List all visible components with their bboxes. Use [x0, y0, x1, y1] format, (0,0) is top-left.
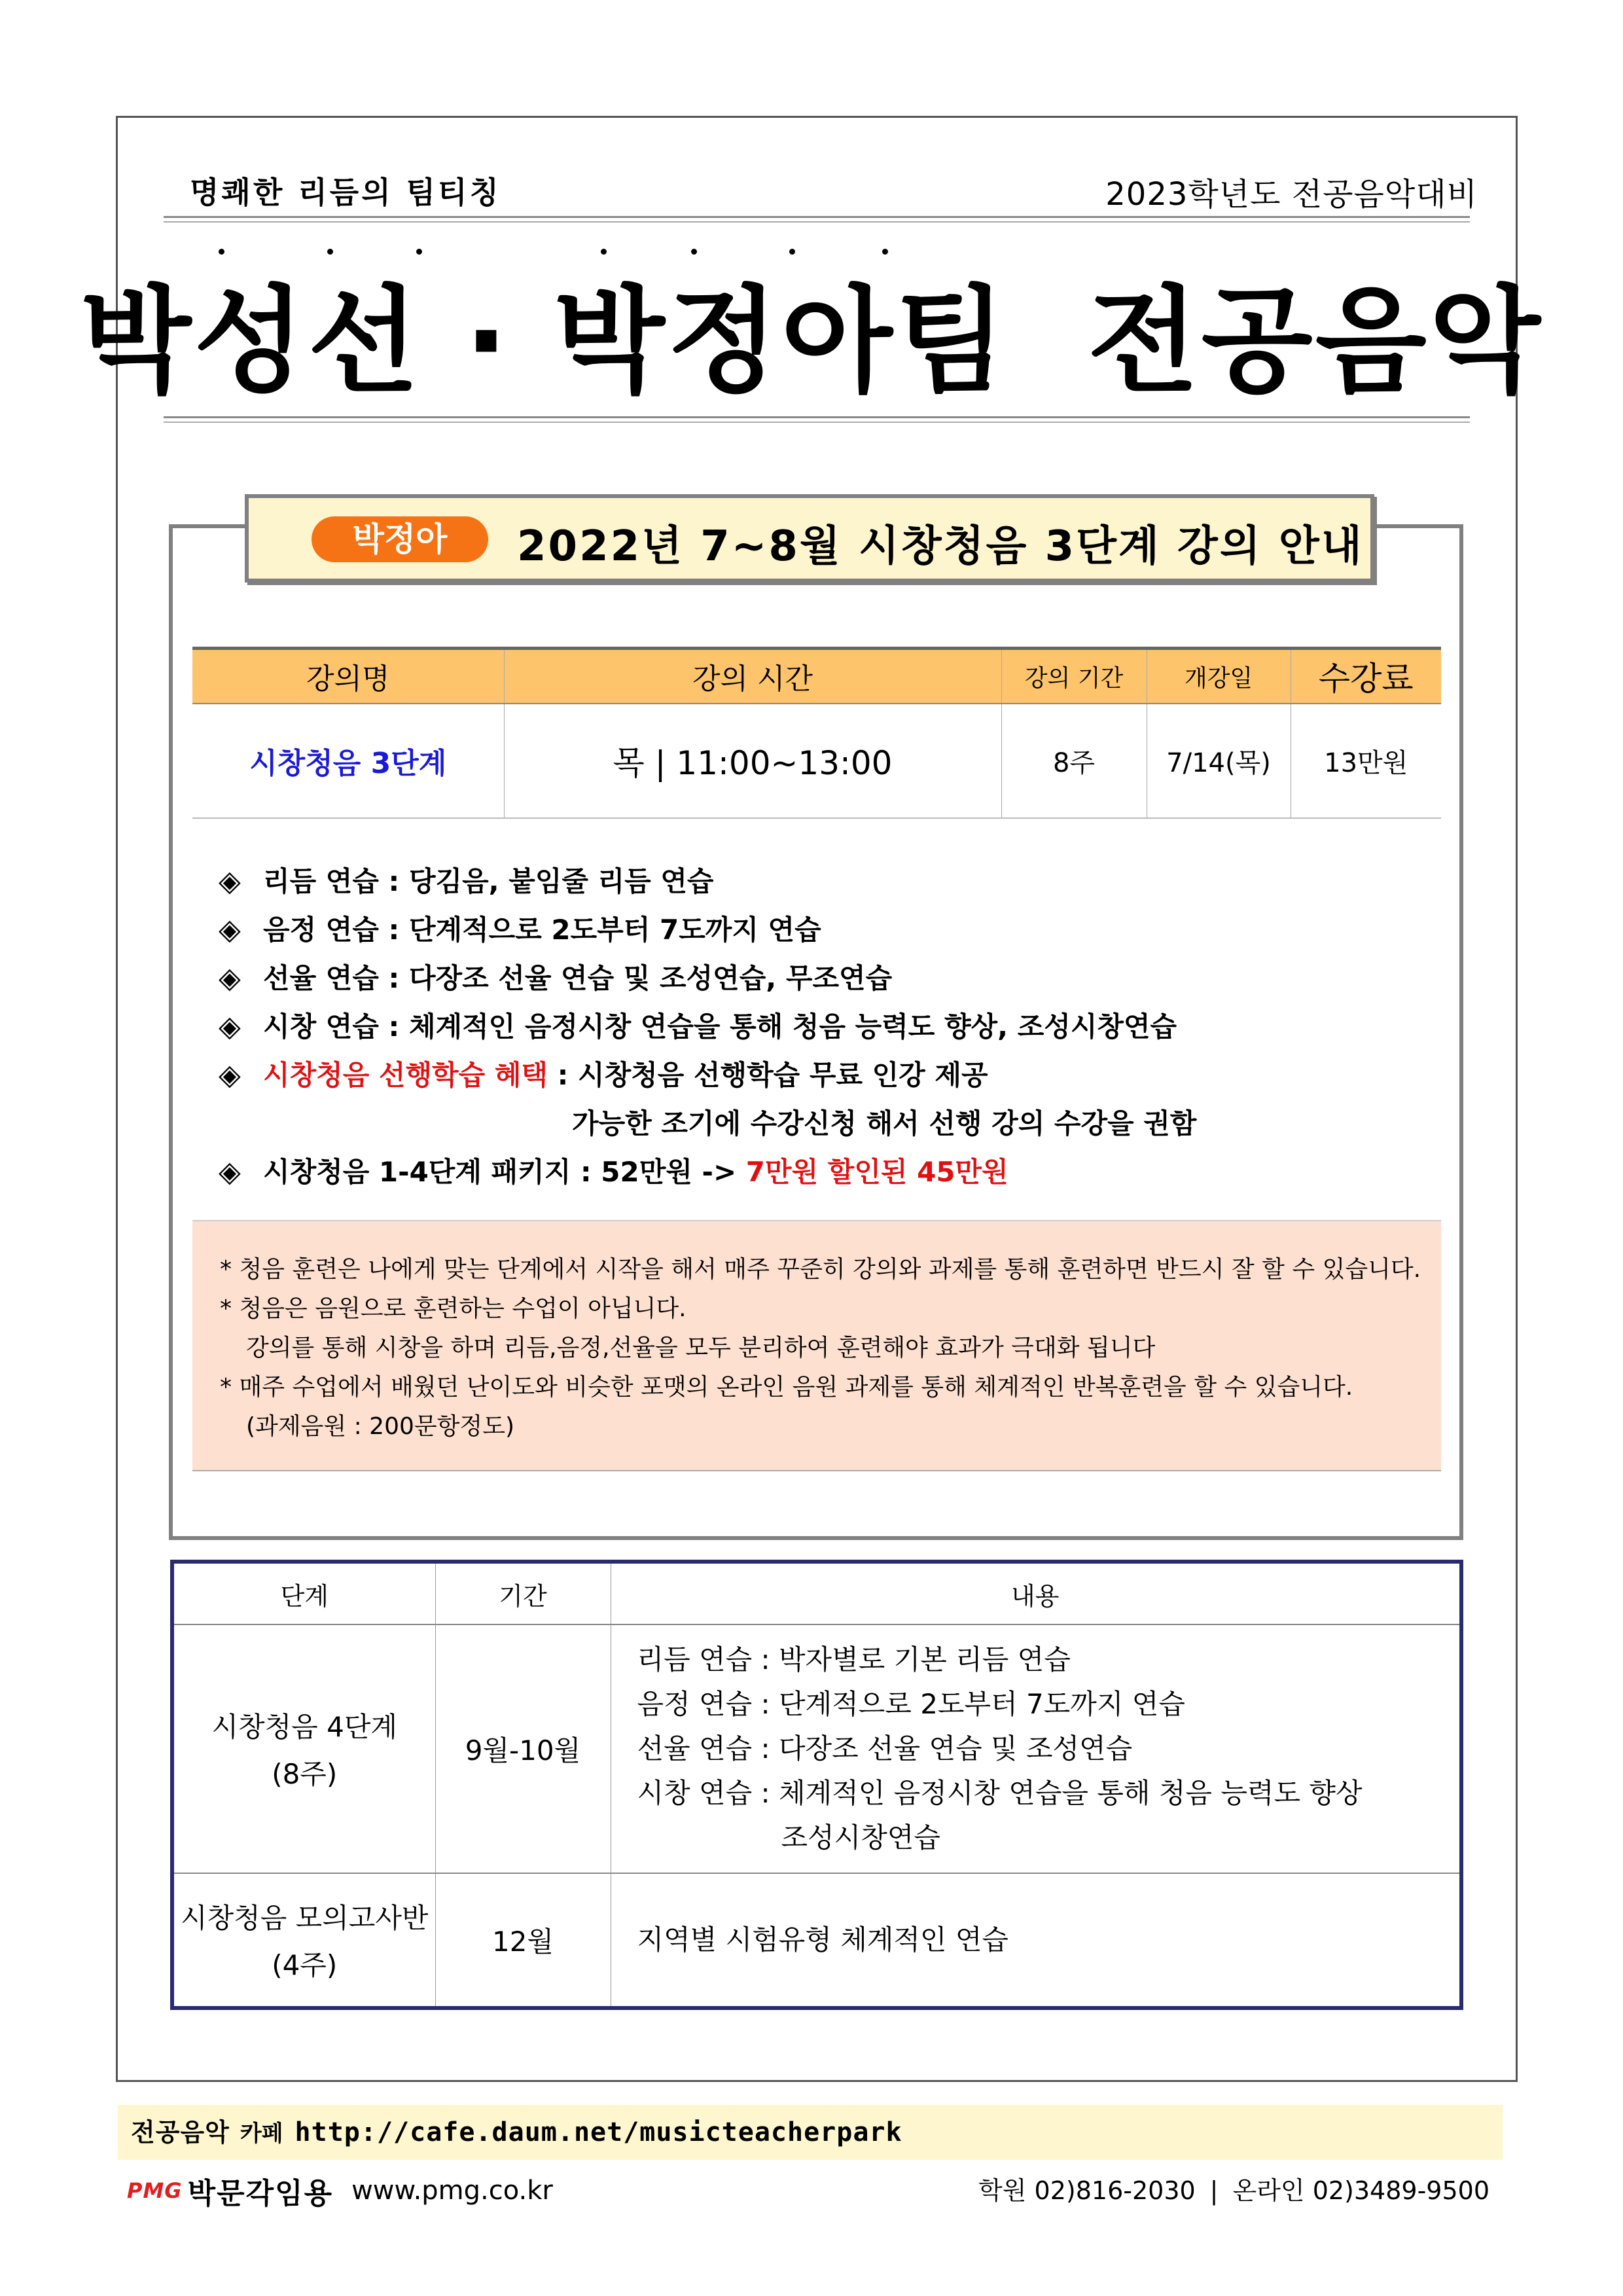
- contact-info: [978, 2168, 1489, 2214]
- cafe-label: 전공음악: [131, 2118, 230, 2147]
- course-table-header: [192, 649, 1441, 704]
- stage-name: 시창청음 4단계 (8주): [172, 1624, 435, 1873]
- benefit-item: ◈ 시창청음 선행학습 혜택 : 시창청음 선행학습 무료 인강 제공: [219, 1051, 1196, 1100]
- list-item: ◈ 리듬 연습 : 당김음, 붙임줄 리듬 연습: [219, 857, 1196, 906]
- publisher-name: 박문각임용: [187, 2177, 334, 2210]
- hero-rule: [164, 416, 1470, 418]
- package-item: [219, 1148, 1196, 1196]
- publisher-site-link[interactable]: www.pmg.co.kr: [351, 2176, 553, 2206]
- benefit-text-continued: 가능한 조기에 수강신청 해서 선행 강의 수강을 권함: [572, 1107, 1197, 1139]
- package-discount: 7만원 할인된 45만원: [745, 1156, 1008, 1188]
- benefit-text: 시창청음 선행학습 무료 인강 제공: [578, 1059, 988, 1091]
- year-label: 2023학년도 전공음악대비: [1105, 176, 1478, 213]
- diamond-bullet-icon: ◈: [219, 961, 241, 995]
- note-line: * 청음은 음원으로 훈련하는 수업이 아닙니다.: [220, 1295, 687, 1322]
- course-fee: 13만원: [1291, 704, 1441, 818]
- col-content: 내용: [611, 1562, 1461, 1624]
- stage-period: 9월-10월: [435, 1624, 611, 1873]
- stages-table: [170, 1560, 1463, 2010]
- note-line: 강의를 통해 시창을 하며 리듬,음정,선율을 모두 분리하여 훈련해야 효과가 극대화 됩니다: [246, 1335, 1156, 1361]
- cafe-bar: [118, 2105, 1503, 2160]
- table-row: [172, 1624, 1461, 1873]
- notice-heading: 2022년 7~8월 시창청음 3단계 강의 안내: [517, 522, 1364, 571]
- col-course-name: 강의명: [192, 649, 504, 704]
- note-line: * 매주 수업에서 배웠던 난이도와 비슷한 포맷의 온라인 음원 과제를 통해 체계적인 반복훈련을 할 수 있습니다.: [220, 1374, 1353, 1401]
- cafe-url-link[interactable]: http://cafe.daum.net/musicteacherpark: [294, 2117, 902, 2147]
- hero-subject: 전공음악: [1087, 274, 1543, 408]
- list-item: ◈ 선율 연습 : 다장조 선율 연습 및 조성연습, 무조연습: [219, 954, 1196, 1003]
- hero-rule-thin: [164, 422, 1470, 423]
- col-stage: 단계: [172, 1562, 435, 1624]
- diamond-bullet-icon: ◈: [219, 1155, 241, 1189]
- list-item: ◈ 음정 연습 : 단계적으로 2도부터 7도까지 연습: [219, 906, 1196, 954]
- pmg-logo: PMG: [127, 2178, 183, 2203]
- course-table: [192, 647, 1441, 819]
- publisher: [127, 2168, 553, 2214]
- contact-separator: |: [1209, 2176, 1219, 2205]
- col-fee: 수강료: [1291, 649, 1441, 704]
- diamond-bullet-icon: ◈: [219, 865, 241, 898]
- stage-content: 리듬 연습 : 박자별로 기본 리듬 연습 음정 연습 : 단계적으로 2도부터 7도까지 연습 선율 연습 : 다장조 선율 연습 및 조성연습 시창 연습 : 체계적인 음정시창 연습을 통해 청음 능력도 향상 조성시창연습: [611, 1624, 1461, 1873]
- header-rule-thin: [164, 221, 1470, 223]
- note-line: (과제음원 : 200문항정도): [246, 1413, 515, 1440]
- tagline: 명쾌한 리듬의 팀티칭: [190, 175, 501, 210]
- stages-table-header: [172, 1562, 1461, 1624]
- cafe-word: 카페: [240, 2121, 283, 2147]
- col-start-date: 개강일: [1147, 649, 1291, 704]
- note-line: * 청음 훈련은 나에게 맞는 단계에서 시작을 해서 매주 꾸준히 강의와 과제를 통해 훈련하면 반드시 잘 할 수 있습니다.: [220, 1256, 1421, 1283]
- course-duration: 8주: [1001, 704, 1147, 818]
- notice-title-banner: [245, 494, 1374, 583]
- stage-content: 지역별 시험유형 체계적인 연습: [611, 1873, 1461, 2008]
- diamond-bullet-icon: ◈: [219, 1058, 241, 1092]
- hero-title: [0, 249, 1623, 414]
- col-course-time: 강의 시간: [504, 649, 1001, 704]
- course-name: 시창청음 3단계: [192, 704, 504, 818]
- col-period: 기간: [435, 1562, 611, 1624]
- stage-name: 시창청음 모의고사반 (4주): [181, 1902, 429, 1981]
- instructor-badge: 박정아: [312, 516, 488, 562]
- diamond-bullet-icon: ◈: [219, 913, 241, 946]
- col-course-duration: 강의 기간: [1001, 649, 1147, 704]
- course-start-date: 7/14(목): [1147, 704, 1291, 818]
- academy-phone: 학원 02)816-2030: [978, 2176, 1196, 2205]
- notes-box: [192, 1220, 1441, 1471]
- course-time: 목 | 11:00~13:00: [504, 704, 1001, 818]
- stage-period: 12월: [435, 1873, 611, 2008]
- list-item: ◈ 시창 연습 : 체계적인 음정시창 연습을 통해 청음 능력도 향상, 조성시창연습: [219, 1003, 1196, 1051]
- header-rule: [164, 216, 1470, 218]
- package-label: 시창청음 1-4단계 패키지 : 52만원 ->: [263, 1156, 746, 1188]
- table-row: [172, 1873, 1461, 2008]
- hero-team-name: 박성선 · 박정아팀: [80, 274, 1009, 408]
- diamond-bullet-icon: ◈: [219, 1010, 241, 1043]
- benefit-label: 시창청음 선행학습 혜택: [263, 1059, 548, 1091]
- online-phone: 온라인 02)3489-9500: [1232, 2176, 1489, 2205]
- feature-list: [219, 857, 1196, 1196]
- table-row: [192, 704, 1441, 818]
